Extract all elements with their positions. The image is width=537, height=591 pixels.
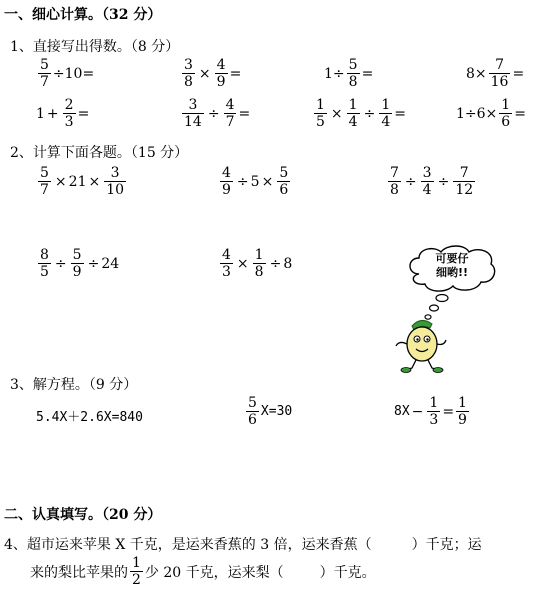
fraction: $\frac{1}{8}$ <box>254 247 264 280</box>
part-2-title: 2、计算下面各题。（15 分） <box>10 145 189 161</box>
fraction: $\frac{5}{9}$ <box>72 247 82 280</box>
fraction: $\frac{2}{3}$ <box>64 97 74 130</box>
fraction: $\frac{1}{2}$ <box>132 555 141 588</box>
oral-expr-3: 1÷ $\frac{5}{8}$ = <box>324 57 374 90</box>
calc-expr-1: $\frac{5}{7}$ × 21 × $\frac{3}{10}$ <box>40 165 125 198</box>
fraction: $\frac{7}{16}$ <box>490 57 509 90</box>
equation-2: $\frac{5}{6}$ X=30 <box>248 395 293 428</box>
fraction: $\frac{1}{4}$ <box>348 97 358 130</box>
fraction: $\frac{5}{6}$ <box>279 165 289 198</box>
fraction: $\frac{4}{3}$ <box>222 247 231 280</box>
equation-1: 5.4X＋2.6X=840 <box>36 410 143 425</box>
fraction: $\frac{1}{4}$ <box>381 97 391 130</box>
fraction: $\frac{3}{4}$ <box>422 165 432 198</box>
fraction: $\frac{1}{5}$ <box>316 97 325 130</box>
calc-expr-5: $\frac{4}{3}$ × $\frac{1}{8}$ ÷ 8 <box>222 247 293 280</box>
section-2-title: 二、认真填写。（20 分） <box>4 507 162 523</box>
part-1-title: 1、直接写出得数。（8 分） <box>10 39 180 55</box>
fraction: $\frac{5}{7}$ <box>40 165 49 198</box>
fraction: $\frac{3}{10}$ <box>106 165 125 198</box>
oral-expr-2: $\frac{3}{8}$ × $\frac{4}{9}$ = <box>184 57 242 90</box>
calc-expr-4: $\frac{8}{5}$ ÷ $\frac{5}{9}$ ÷ 24 <box>40 247 120 280</box>
fraction: $\frac{5}{7}$ <box>40 57 49 90</box>
fraction: $\frac{4}{9}$ <box>222 165 231 198</box>
fraction: $\frac{8}{5}$ <box>40 247 49 280</box>
fraction: $\frac{1}{6}$ <box>501 97 511 130</box>
speech-text: 可要仔 细哟!! <box>435 252 469 279</box>
fraction: $\frac{5}{8}$ <box>348 57 358 90</box>
calc-expr-3: $\frac{7}{8}$ ÷ $\frac{3}{4}$ ÷ $\frac{7}{12}$ <box>390 165 474 198</box>
fraction: $\frac{4}{9}$ <box>216 57 226 90</box>
fraction: $\frac{3}{8}$ <box>184 57 193 90</box>
calc-expr-2: $\frac{4}{9}$ ÷ 5 × $\frac{5}{6}$ <box>222 165 289 198</box>
fraction: $\frac{5}{6}$ <box>248 395 257 428</box>
fraction: $\frac{1}{3}$ <box>429 395 439 428</box>
oral-expr-1: $\frac{5}{7}$ ÷10= <box>40 57 95 90</box>
fraction: $\frac{1}{9}$ <box>458 395 467 428</box>
oral-expr-7: $\frac{1}{5}$ × $\frac{1}{4}$ ÷ $\frac{1}{4}$ = <box>316 97 406 130</box>
oral-expr-6: $\frac{3}{14}$ ÷ $\frac{4}{7}$ = <box>184 97 251 130</box>
fraction: $\frac{3}{14}$ <box>184 97 202 130</box>
question-4-line-1: 4、超市运来苹果 X 千克，是运来香蕉的 3 倍，运来香蕉（ ）千克；运 <box>4 537 482 553</box>
fraction: $\frac{7}{8}$ <box>390 165 399 198</box>
oral-expr-4: 8× $\frac{7}{16}$ = <box>466 57 525 90</box>
oral-expr-5: 1 + $\frac{2}{3}$ = <box>36 97 90 130</box>
fraction: $\frac{4}{7}$ <box>225 97 235 130</box>
part-3-title: 3、解方程。（9 分） <box>10 377 138 393</box>
egg-character-icon <box>394 316 448 374</box>
equation-3: 8X − $\frac{1}{3}$ = $\frac{1}{9}$ <box>394 395 467 428</box>
section-1-title: 一、细心计算。（32 分） <box>4 7 162 23</box>
question-4-line-2: 来的梨比苹果的 $\frac{1}{2}$ 少 20 千克，运来梨（ ）千克。 <box>30 555 376 588</box>
oral-expr-8: 1÷6× $\frac{1}{6}$ = <box>456 97 526 130</box>
fraction: $\frac{7}{12}$ <box>455 165 474 198</box>
